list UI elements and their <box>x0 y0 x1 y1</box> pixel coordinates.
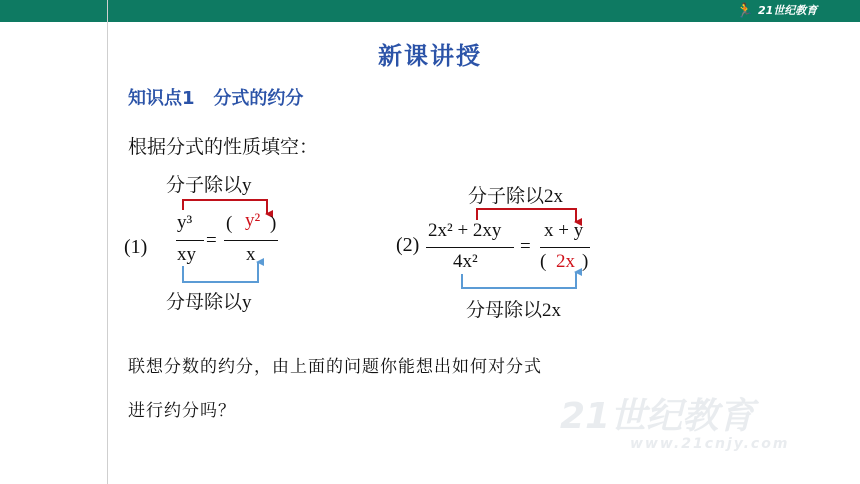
ex1-open-paren: ( <box>226 213 233 234</box>
ex2-bottom-note: 分母除以2x <box>466 300 562 321</box>
ex1-fraction-bar <box>176 240 204 241</box>
page-title: 新课讲授 <box>378 42 482 70</box>
ex2-bottom-arrow <box>462 272 576 288</box>
ex2-close-paren: ) <box>582 251 589 272</box>
ex2-fraction-bar <box>426 247 514 248</box>
watermark <box>560 380 850 460</box>
logo-text: 21世纪教育 <box>758 4 818 17</box>
ex1-equals: = <box>206 230 217 251</box>
paragraph-line-2: 进行约分吗？ <box>128 401 236 421</box>
ex2-numerator: 2x² + 2xy <box>428 220 502 241</box>
ex1-bottom-note: 分母除以y <box>166 292 252 313</box>
ex1-denominator: xy <box>177 244 196 265</box>
watermark-logo: 21世纪教育 <box>560 396 755 437</box>
ex1-close-paren: ) <box>270 213 277 234</box>
ex1-answer: y² <box>245 210 261 231</box>
ex2-answer: 2x <box>556 251 575 272</box>
knowledge-point-heading: 知识点1 分式的约分 <box>128 88 304 109</box>
prompt-text: 根据分式的性质填空： <box>128 136 319 158</box>
ex2-denominator: 4x² <box>453 251 478 272</box>
ex2-open-paren: ( <box>540 251 547 272</box>
ex2-equals: = <box>520 236 531 257</box>
ex2-result-numerator: x + y <box>544 220 584 241</box>
ex1-result-bar <box>224 240 278 241</box>
watermark-url: www.21cnjy.com <box>630 436 790 452</box>
ex1-result-denominator: x <box>246 244 256 265</box>
ex2-label: (2) <box>396 234 420 256</box>
paragraph-line-1: 联想分数的约分，由上面的问题你能想出如何对分式 <box>128 357 542 377</box>
runner-icon: 🏃 <box>736 3 754 19</box>
ex2-top-note: 分子除以2x <box>468 186 564 207</box>
ex1-top-note: 分子除以y <box>166 175 252 196</box>
ex1-label: (1) <box>124 236 148 258</box>
ex2-result-bar <box>540 247 590 248</box>
ex1-numerator: y³ <box>177 212 193 233</box>
